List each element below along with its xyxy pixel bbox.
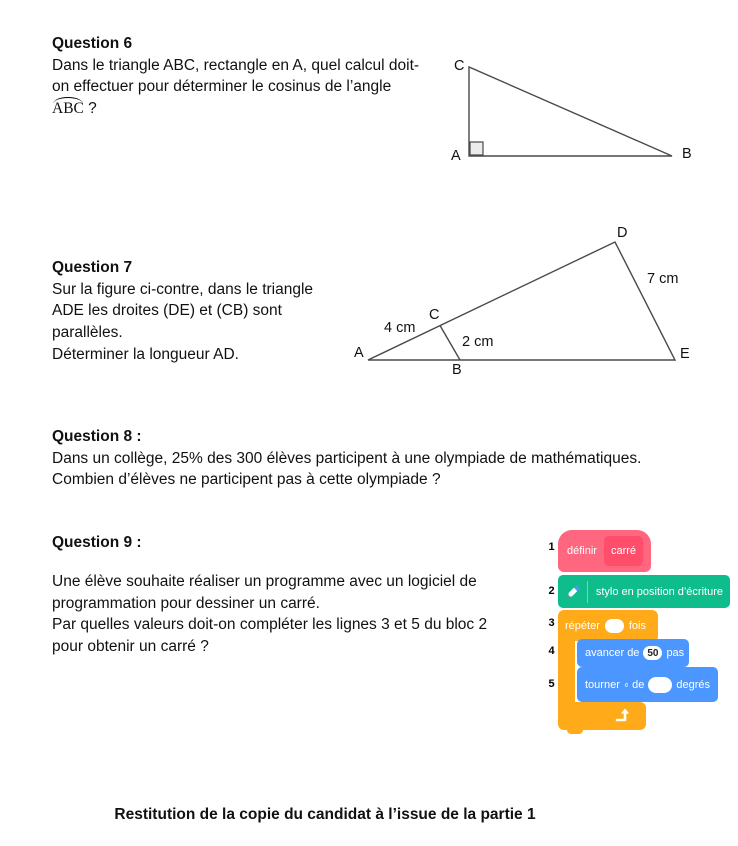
- vertex-label-c: C: [429, 307, 440, 323]
- triangle-abc: [469, 67, 672, 156]
- vertex-label-c: C: [454, 58, 465, 74]
- pen-icon: [565, 582, 581, 602]
- question-6-angle-line: [52, 98, 462, 120]
- move-label-before: avancer de: [585, 647, 640, 659]
- question-8-heading: Question 8 :: [52, 428, 142, 445]
- block-divider: [587, 581, 588, 603]
- footer-instruction: Restitution de la copie du candidat à l’issue de la partie 1: [114, 806, 536, 823]
- block-line-number: 3: [548, 617, 555, 629]
- pen-down-block: [558, 575, 730, 608]
- vertex-label-d: D: [617, 225, 628, 241]
- question-7-line: Sur la figure ci-contre, dans le triangle: [52, 280, 314, 298]
- angle-question-mark: ?: [83, 100, 97, 118]
- question-9: [52, 571, 542, 658]
- define-argument: carré: [604, 536, 643, 566]
- block-line-number: 1: [548, 541, 555, 553]
- repeat-block: [558, 610, 658, 641]
- repeat-block-tab: [567, 729, 583, 734]
- segment-cb: [440, 326, 460, 361]
- vertex-label-a: A: [354, 345, 364, 361]
- turn-degrees-input: [648, 677, 672, 693]
- question-9-heading: Question 9 :: [52, 534, 142, 551]
- define-block: [558, 530, 651, 572]
- repeat-label-after: fois: [628, 619, 646, 632]
- question-9-line: programmation pour dessiner un carré.: [52, 594, 320, 612]
- block-line-number: 5: [548, 678, 555, 690]
- measure-ac: 4 cm: [384, 320, 416, 336]
- rotate-clockwise-icon: [624, 678, 628, 692]
- question-7-heading: Question 7: [52, 259, 133, 276]
- question-6: [52, 33, 465, 120]
- turn-label-before: tourner: [585, 678, 620, 691]
- question-8-line: Combien d’élèves ne participent pas à cette olympiade ?: [52, 471, 441, 489]
- scratch-program: [545, 527, 738, 739]
- measure-de: 7 cm: [647, 271, 679, 287]
- vertex-label-a: A: [451, 148, 461, 164]
- define-label: définir: [567, 545, 597, 557]
- triangle-ade: [368, 242, 675, 360]
- angle-abc-with-hat: ABC: [52, 98, 84, 120]
- right-angle-mark: [470, 142, 483, 155]
- question-8-line: Dans un collège, 25% des 300 élèves participent à une olympiade de mathématiques.: [52, 449, 642, 467]
- question-7-line: ADE les droites (DE) et (CB) sont: [52, 302, 282, 320]
- q7-triangle-diagram: [350, 220, 710, 380]
- question-7-line: parallèles.: [52, 324, 123, 342]
- turn-block: [577, 667, 718, 702]
- move-label-after: pas: [666, 647, 685, 659]
- block-line-number: 2: [548, 585, 555, 597]
- pen-block-label: stylo en position d’écriture: [595, 585, 723, 598]
- question-7: [52, 257, 362, 366]
- repeat-count-input: [605, 619, 624, 633]
- question-9-line: Une élève souhaite réaliser un programme avec un logiciel de: [52, 573, 477, 590]
- question-8: [52, 426, 702, 491]
- question-6-line: Dans le triangle ABC, rectangle en A, quel calcul doit-: [52, 56, 420, 74]
- turn-label-after: degrés: [676, 678, 710, 691]
- move-block: [577, 639, 689, 667]
- question-9-line: pour obtenir un carré ?: [52, 638, 209, 656]
- move-steps-input: 50: [643, 646, 662, 660]
- turn-label-mid: de: [632, 678, 645, 691]
- vertex-label-e: E: [680, 346, 690, 362]
- q6-right-triangle-diagram: [444, 48, 704, 166]
- loop-arrow-icon: [614, 708, 632, 724]
- question-7-line: Déterminer la longueur AD.: [52, 345, 239, 363]
- repeat-block-arm: [558, 640, 575, 702]
- repeat-label-before: répéter: [565, 619, 600, 632]
- repeat-block-footer: [558, 702, 646, 730]
- block-line-number: 4: [548, 645, 555, 657]
- vertex-label-b: B: [452, 362, 462, 378]
- question-9-line: Par quelles valeurs doit-on compléter les lignes 3 et 5 du bloc 2: [52, 616, 488, 634]
- measure-cb: 2 cm: [462, 334, 494, 350]
- question-6-heading: Question 6: [52, 35, 133, 52]
- vertex-label-b: B: [682, 146, 692, 162]
- question-6-line: on effectuer pour déterminer le cosinus de l’angle: [52, 78, 392, 96]
